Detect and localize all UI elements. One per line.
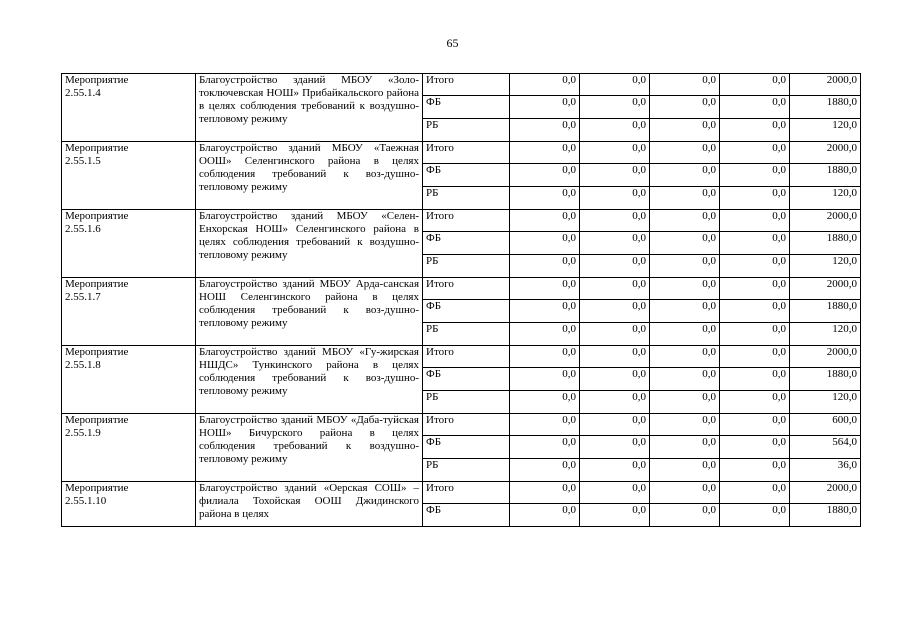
amount-cell: 0,0	[510, 210, 580, 232]
amount-cell: 0,0	[650, 323, 720, 346]
amount-cell: 120,0	[790, 323, 861, 346]
table-row	[62, 414, 861, 436]
funding-source-cell: Итого	[423, 210, 510, 232]
amount-cell: 0,0	[580, 504, 650, 527]
amount-cell: 0,0	[580, 119, 650, 142]
amount-cell: 0,0	[650, 504, 720, 527]
amount-cell: 0,0	[650, 210, 720, 232]
amount-cell: 120,0	[790, 391, 861, 414]
amount-cell: 0,0	[510, 232, 580, 255]
amount-cell: 0,0	[650, 368, 720, 391]
amount-cell: 0,0	[510, 300, 580, 323]
amount-cell: 0,0	[580, 278, 650, 300]
amount-cell: 0,0	[580, 255, 650, 278]
amount-cell: 120,0	[790, 119, 861, 142]
amount-cell: 0,0	[720, 96, 790, 119]
funding-source-cell: РБ	[423, 323, 510, 346]
description-cell: Благоустройство зданий МБОУ «Таежная ООШ» Селенгинского района в целях соблюдения требований к воз-душно-тепловому режиму	[196, 142, 423, 210]
amount-cell: 0,0	[510, 504, 580, 527]
funding-source-cell: Итого	[423, 142, 510, 164]
amount-cell: 0,0	[580, 391, 650, 414]
amount-cell: 36,0	[790, 459, 861, 482]
amount-cell: 0,0	[580, 232, 650, 255]
amount-cell: 0,0	[650, 164, 720, 187]
amount-cell: 2000,0	[790, 482, 861, 504]
amount-cell: 0,0	[580, 142, 650, 164]
amount-cell: 0,0	[580, 414, 650, 436]
event-code: 2.55.1.8	[65, 359, 101, 371]
amount-cell: 1880,0	[790, 368, 861, 391]
amount-cell: 0,0	[580, 96, 650, 119]
funding-source-cell: ФБ	[423, 232, 510, 255]
funding-source-cell: Итого	[423, 482, 510, 504]
amount-cell: 0,0	[510, 164, 580, 187]
amount-cell: 0,0	[650, 142, 720, 164]
event-cell	[62, 414, 196, 482]
amount-cell: 0,0	[720, 323, 790, 346]
event-cell	[62, 142, 196, 210]
amount-cell: 0,0	[650, 278, 720, 300]
amount-cell: 0,0	[580, 323, 650, 346]
amount-cell: 1880,0	[790, 300, 861, 323]
amount-cell: 2000,0	[790, 142, 861, 164]
amount-cell: 0,0	[720, 187, 790, 210]
amount-cell: 0,0	[650, 346, 720, 368]
amount-cell: 120,0	[790, 255, 861, 278]
description-cell: Благоустройство зданий МБОУ «Золо-тоключевская НОШ» Прибайкальского района в целях соблюдения требований к воздушно-тепловому режиму	[196, 74, 423, 142]
amount-cell: 0,0	[510, 368, 580, 391]
amount-cell: 0,0	[720, 119, 790, 142]
table-row	[62, 74, 861, 96]
event-label: Мероприятие	[65, 482, 129, 494]
funding-source-cell: Итого	[423, 346, 510, 368]
amount-cell: 0,0	[510, 119, 580, 142]
amount-cell: 0,0	[720, 164, 790, 187]
amount-cell: 0,0	[580, 187, 650, 210]
amount-cell: 0,0	[510, 459, 580, 482]
event-label: Мероприятие	[65, 414, 129, 426]
amount-cell: 0,0	[720, 255, 790, 278]
amount-cell: 0,0	[580, 164, 650, 187]
event-cell	[62, 482, 196, 527]
funding-source-cell: ФБ	[423, 164, 510, 187]
amount-cell: 0,0	[510, 323, 580, 346]
description-cell: Благоустройство зданий МБОУ «Даба-туйская НОШ» Бичурского района в целях соблюдения требований к воздушно-тепловому режиму	[196, 414, 423, 482]
amount-cell: 0,0	[720, 74, 790, 96]
description-cell: Благоустройство зданий МБОУ «Селен-Енхорская НОШ» Селенгинского района в целях соблюдения требований к воздушно-тепловому режиму	[196, 210, 423, 278]
funding-source-cell: РБ	[423, 187, 510, 210]
event-code: 2.55.1.5	[65, 155, 101, 167]
event-code: 2.55.1.9	[65, 427, 101, 439]
event-code: 2.55.1.7	[65, 291, 101, 303]
event-label: Мероприятие	[65, 74, 129, 86]
funding-source-cell: РБ	[423, 255, 510, 278]
amount-cell: 0,0	[720, 278, 790, 300]
funding-source-cell: ФБ	[423, 96, 510, 119]
amount-cell: 0,0	[650, 459, 720, 482]
amount-cell: 0,0	[650, 300, 720, 323]
amount-cell: 0,0	[720, 459, 790, 482]
event-cell	[62, 74, 196, 142]
amount-cell: 0,0	[580, 436, 650, 459]
amount-cell: 0,0	[720, 504, 790, 527]
amount-cell: 2000,0	[790, 74, 861, 96]
amount-cell: 0,0	[510, 255, 580, 278]
amount-cell: 1880,0	[790, 96, 861, 119]
amount-cell: 0,0	[650, 74, 720, 96]
event-code: 2.55.1.4	[65, 87, 101, 99]
event-cell	[62, 346, 196, 414]
funding-source-cell: Итого	[423, 74, 510, 96]
event-label: Мероприятие	[65, 278, 129, 290]
description-cell: Благоустройство зданий «Оерская СОШ» – филиала Тохойская ООШ Джидинского района в целях	[196, 482, 423, 527]
amount-cell: 0,0	[510, 436, 580, 459]
amount-cell: 0,0	[580, 459, 650, 482]
amount-cell: 0,0	[580, 368, 650, 391]
amount-cell: 0,0	[720, 232, 790, 255]
budget-table	[61, 73, 861, 527]
amount-cell: 0,0	[650, 119, 720, 142]
funding-source-cell: ФБ	[423, 300, 510, 323]
amount-cell: 1880,0	[790, 164, 861, 187]
funding-source-cell: ФБ	[423, 436, 510, 459]
amount-cell: 0,0	[510, 391, 580, 414]
amount-cell: 0,0	[650, 482, 720, 504]
amount-cell: 0,0	[650, 414, 720, 436]
amount-cell: 1880,0	[790, 504, 861, 527]
amount-cell: 2000,0	[790, 346, 861, 368]
funding-source-cell: РБ	[423, 459, 510, 482]
amount-cell: 0,0	[720, 482, 790, 504]
amount-cell: 0,0	[580, 346, 650, 368]
amount-cell: 0,0	[720, 300, 790, 323]
table-row	[62, 482, 861, 504]
page-number: 65	[446, 36, 459, 50]
description-cell: Благоустройство зданий МБОУ «Гу-жирская НШДС» Тункинского района в целях соблюдения требований к воз-душно-тепловому режиму	[196, 346, 423, 414]
amount-cell: 0,0	[720, 414, 790, 436]
table-row	[62, 346, 861, 368]
amount-cell: 2000,0	[790, 278, 861, 300]
table-row	[62, 210, 861, 232]
amount-cell: 0,0	[510, 482, 580, 504]
event-code: 2.55.1.10	[65, 495, 107, 507]
amount-cell: 0,0	[580, 300, 650, 323]
table-row	[62, 142, 861, 164]
amount-cell: 0,0	[510, 142, 580, 164]
amount-cell: 0,0	[580, 210, 650, 232]
amount-cell: 0,0	[510, 414, 580, 436]
event-label: Мероприятие	[65, 142, 129, 154]
amount-cell: 0,0	[650, 232, 720, 255]
funding-source-cell: РБ	[423, 391, 510, 414]
amount-cell: 2000,0	[790, 210, 861, 232]
amount-cell: 0,0	[650, 436, 720, 459]
event-cell	[62, 210, 196, 278]
amount-cell: 0,0	[510, 278, 580, 300]
amount-cell: 0,0	[510, 74, 580, 96]
amount-cell: 0,0	[720, 368, 790, 391]
table-row	[62, 278, 861, 300]
amount-cell: 0,0	[580, 74, 650, 96]
funding-source-cell: РБ	[423, 119, 510, 142]
event-code: 2.55.1.6	[65, 223, 101, 235]
event-cell	[62, 278, 196, 346]
amount-cell: 0,0	[650, 391, 720, 414]
amount-cell: 120,0	[790, 187, 861, 210]
amount-cell: 0,0	[720, 210, 790, 232]
funding-source-cell: Итого	[423, 414, 510, 436]
event-label: Мероприятие	[65, 210, 129, 222]
amount-cell: 0,0	[510, 346, 580, 368]
amount-cell: 0,0	[580, 482, 650, 504]
amount-cell: 0,0	[510, 187, 580, 210]
amount-cell: 0,0	[720, 391, 790, 414]
amount-cell: 0,0	[650, 255, 720, 278]
amount-cell: 0,0	[510, 96, 580, 119]
amount-cell: 0,0	[720, 346, 790, 368]
amount-cell: 1880,0	[790, 232, 861, 255]
amount-cell: 0,0	[650, 187, 720, 210]
amount-cell: 564,0	[790, 436, 861, 459]
amount-cell: 0,0	[650, 96, 720, 119]
funding-source-cell: Итого	[423, 278, 510, 300]
funding-source-cell: ФБ	[423, 504, 510, 527]
amount-cell: 600,0	[790, 414, 861, 436]
funding-source-cell: ФБ	[423, 368, 510, 391]
description-cell: Благоустройство зданий МБОУ Арда-санская НОШ Селенгинского района в целях соблюдения требований к воз-душно-тепловому режиму	[196, 278, 423, 346]
amount-cell: 0,0	[720, 142, 790, 164]
event-label: Мероприятие	[65, 346, 129, 358]
amount-cell: 0,0	[720, 436, 790, 459]
